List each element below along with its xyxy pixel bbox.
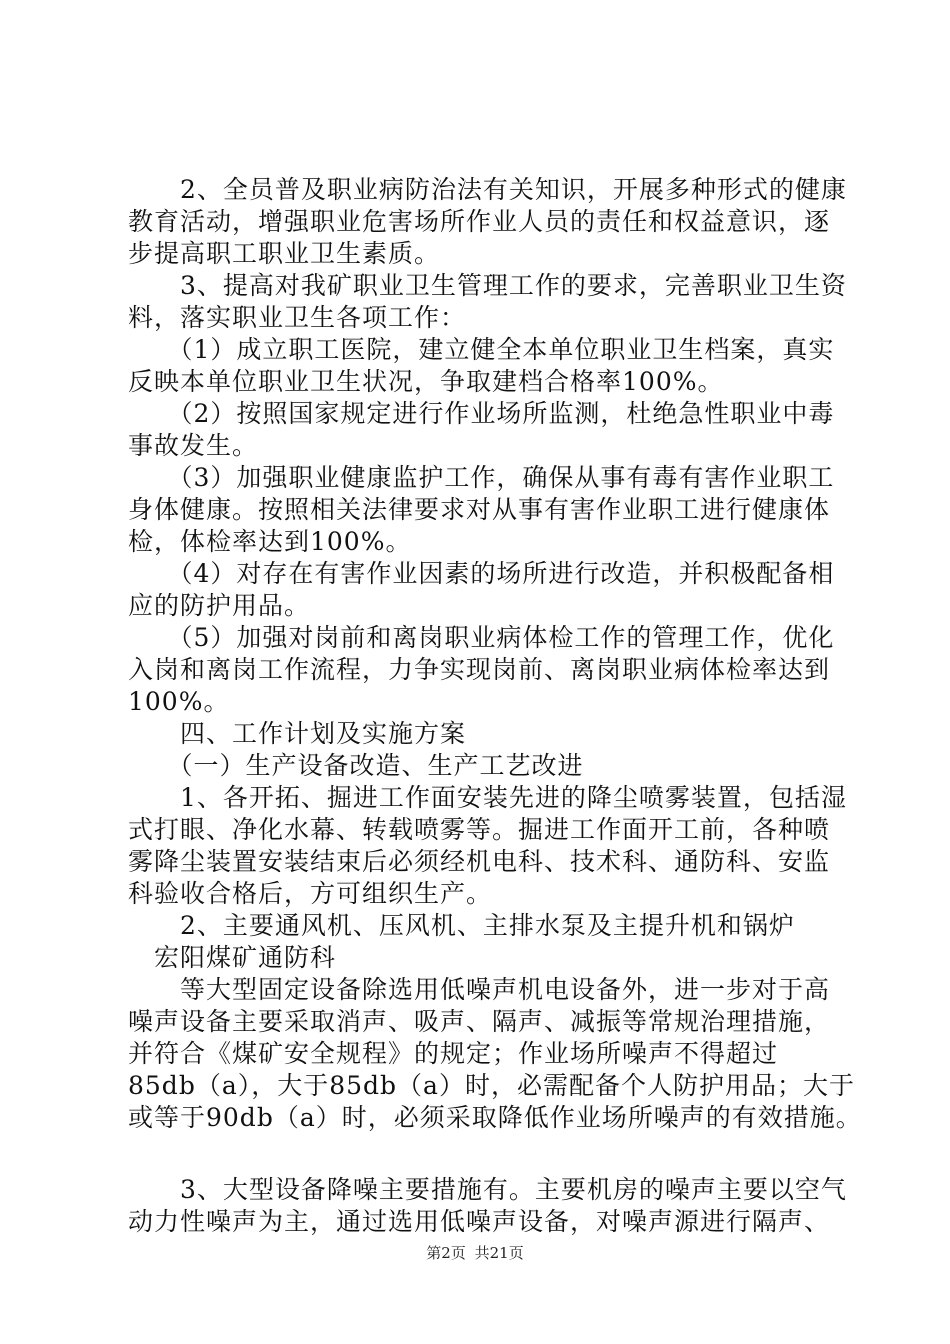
text-line: 反映本单位职业卫生状况，争取建档合格率100%。 (128, 367, 724, 396)
text-line: （5）加强对岗前和离岗职业病体检工作的管理工作，优化 (128, 623, 835, 652)
department-label: 宏阳煤矿通防科 (128, 943, 337, 972)
text-line: （2）按照国家规定进行作业场所监测，杜绝急性职业中毒 (128, 399, 835, 428)
text-line: 85db（a），大于85db（a）时，必需配备个人防护用品；大于 (128, 1071, 855, 1100)
text-line: 2、主要通风机、压风机、主排水泵及主提升机和锅炉 (128, 911, 795, 940)
text-line: 料，落实职业卫生各项工作： (128, 303, 467, 332)
page-number: 第2页 (426, 1244, 466, 1262)
text-line: 事故发生。 (128, 431, 259, 460)
text-line: 身体健康。按照相关法律要求对从事有害作业职工进行健康体 (128, 495, 831, 524)
text-line: 1、各开拓、掘进工作面安装先进的降尘喷雾装置，包括湿 (128, 783, 847, 812)
text-line: 雾降尘装置安装结束后必须经机电科、技术科、通防科、安监 (128, 847, 831, 876)
page-total: 共21页 (474, 1244, 524, 1262)
section-heading: 四、工作计划及实施方案 (128, 719, 467, 748)
text-line: 或等于90db（a）时，必须采取降低作业场所噪声的有效措施。 (128, 1103, 862, 1132)
text-line: （3）加强职业健康监护工作，确保从事有毒有害作业职工 (128, 463, 835, 492)
text-line: 3、提高对我矿职业卫生管理工作的要求，完善职业卫生资 (128, 271, 847, 300)
text-line: 应的防护用品。 (128, 591, 311, 620)
text-line: 式打眼、净化水幕、转载喷雾等。掘进工作面开工前，各种喷 (128, 815, 831, 844)
text-line: 教育活动，增强职业危害场所作业人员的责任和权益意识，逐 (128, 207, 831, 236)
text-line: 2、全员普及职业病防治法有关知识，开展多种形式的健康 (128, 175, 847, 204)
text-line: 3、大型设备降噪主要措施有。主要机房的噪声主要以空气 (128, 1175, 847, 1204)
text-line: （1）成立职工医院，建立健全本单位职业卫生档案，真实 (128, 335, 835, 364)
text-line: 步提高职工职业卫生素质。 (128, 239, 441, 268)
subsection-heading: （一）生产设备改造、生产工艺改进 (128, 751, 584, 780)
text-line: 入岗和离岗工作流程，力争实现岗前、离岗职业病体检率达到 (128, 655, 831, 684)
text-line: 噪声设备主要采取消声、吸声、隔声、减振等常规治理措施， (128, 1007, 831, 1036)
page-footer (0, 1243, 950, 1263)
text-line: 并符合《煤矿安全规程》的规定；作业场所噪声不得超过 (128, 1039, 779, 1068)
text-line: （4）对存在有害作业因素的场所进行改造，并积极配备相 (128, 559, 835, 588)
text-line: 检，体检率达到100%。 (128, 527, 412, 556)
text-line: 科验收合格后，方可组织生产。 (128, 879, 493, 908)
text-line: 100%。 (128, 687, 230, 716)
text-line: 等大型固定设备除选用低噪声机电设备外，进一步对于高 (128, 975, 831, 1004)
text-line: 动力性噪声为主，通过选用低噪声设备，对噪声源进行隔声、 (128, 1207, 831, 1236)
